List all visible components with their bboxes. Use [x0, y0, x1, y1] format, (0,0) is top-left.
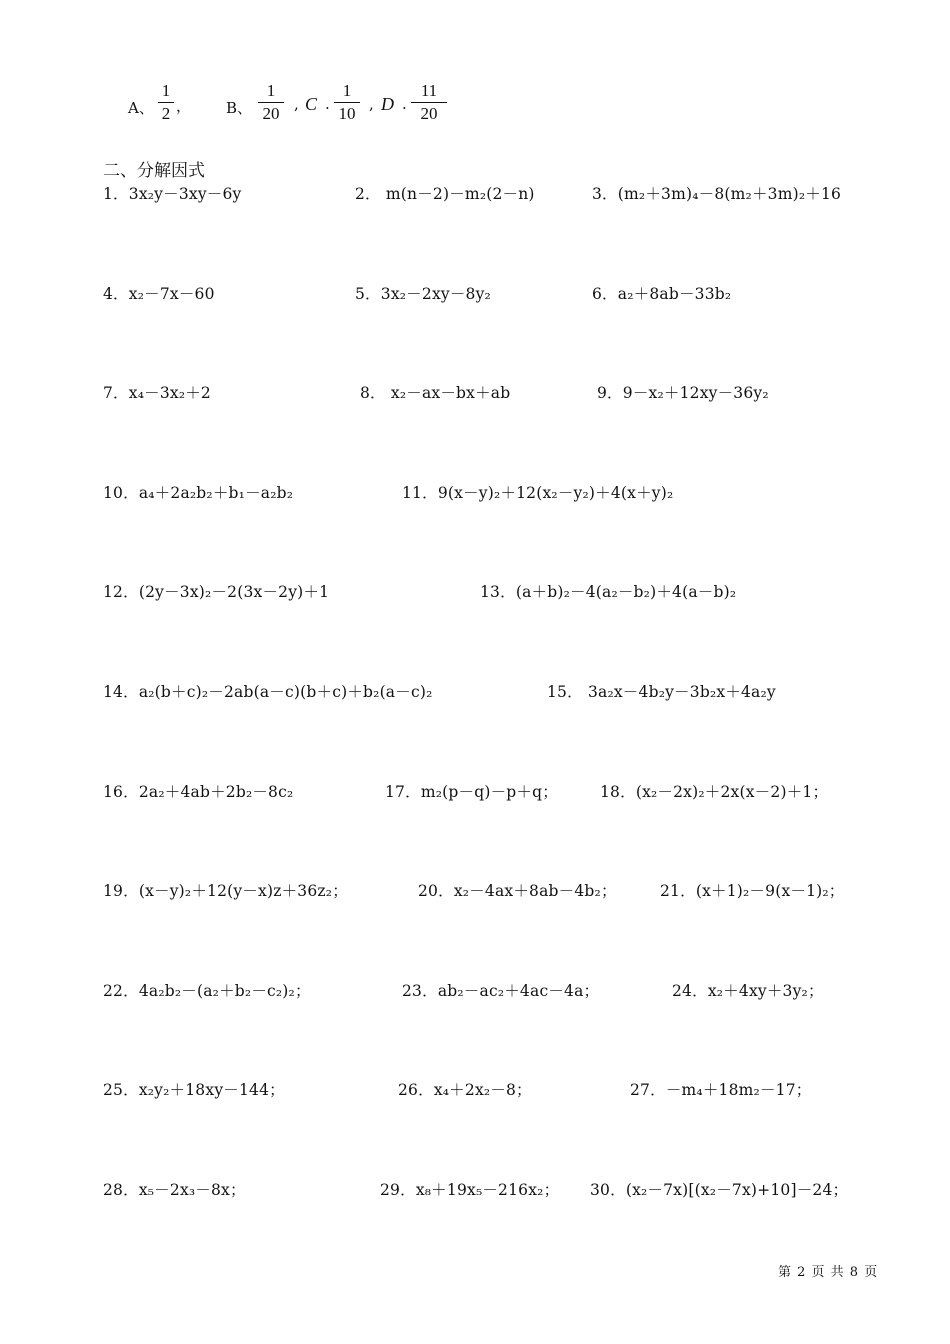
problem-21: 21．(x＋1)₂－9(x－1)₂； — [660, 882, 845, 900]
choice-a-denominator: 2 — [161, 104, 171, 123]
page-footer: 第 2 页 共 8 页 — [778, 1265, 879, 1280]
problem-24: 24．x₂＋4xy＋3y₂； — [672, 982, 824, 1000]
problem-13: 13．(a＋b)₂－4(a₂－b₂)＋4(a－b)₂ — [480, 583, 737, 601]
choice-a-separator: ， — [176, 97, 192, 115]
problem-30: 30．(x₂－7x)[(x₂－7x)+10]－24； — [590, 1181, 849, 1199]
problem-3: 3．(m₂＋3m)₄－8(m₂＋3m)₂＋16 — [592, 185, 842, 203]
choice-d-dot: . — [402, 95, 407, 113]
choice-b-fraction — [257, 80, 285, 125]
problem-28: 28．x₅－2x₃－8x； — [103, 1181, 246, 1199]
problem-29: 29．x₈＋19x₅－216x₂； — [380, 1181, 560, 1199]
problem-10: 10．a₄＋2a₂b₂＋b₁－a₂b₂ — [103, 484, 294, 502]
problem-14: 14．a₂(b＋c)₂－2ab(a－c)(b＋c)＋b₂(a－c)₂ — [103, 683, 433, 701]
choice-a-numerator: 1 — [161, 81, 171, 100]
problem-15: 15． 3a₂x－4b₂y－3b₂x＋4a₂y — [547, 683, 776, 701]
choice-b-separator: , — [294, 95, 299, 113]
choice-c-separator: , — [369, 95, 374, 113]
problem-4: 4．x₂－7x－60 — [103, 285, 215, 303]
choice-c-fraction — [333, 80, 361, 125]
problem-2: 2． m(n－2)－m₂(2－n) — [355, 185, 535, 203]
problem-1: 1．3x₂y－3xy－6y — [103, 185, 242, 203]
problem-23: 23．ab₂－ac₂＋4ac－4a； — [402, 982, 600, 1000]
problem-5: 5．3x₂－2xy－8y₂ — [355, 285, 491, 303]
problem-16: 16．2a₂＋4ab＋2b₂－8c₂ — [103, 783, 294, 801]
problem-9: 9．9－x₂＋12xy－36y₂ — [597, 384, 769, 402]
choice-c-denominator: 10 — [338, 104, 356, 123]
choice-c-label: C — [305, 94, 318, 114]
choice-d-fraction — [410, 80, 448, 125]
problem-6: 6．a₂＋8ab－33b₂ — [592, 285, 732, 303]
problem-22: 22．4a₂b₂－(a₂＋b₂－c₂)₂； — [103, 982, 311, 1000]
problem-18: 18．(x₂－2x)₂＋2x(x－2)＋1； — [600, 783, 829, 801]
problem-20: 20．x₂－4ax＋8ab－4b₂； — [418, 882, 617, 900]
choice-d-denominator: 20 — [420, 104, 438, 123]
problem-12: 12．(2y－3x)₂－2(3x－2y)＋1 — [103, 583, 330, 601]
choice-a-fraction — [155, 80, 177, 125]
problem-11: 11．9(x－y)₂＋12(x₂－y₂)＋4(x＋y)₂ — [402, 484, 674, 502]
problem-8: 8． x₂－ax－bx＋ab — [360, 384, 511, 402]
choice-c-numerator: 1 — [342, 81, 352, 100]
problem-19: 19．(x－y)₂＋12(y－x)z＋36z₂； — [103, 882, 348, 900]
problem-27: 27．－m₄＋18m₂－17； — [630, 1081, 812, 1099]
choice-b-denominator: 20 — [262, 104, 280, 123]
problem-26: 26．x₄＋2x₂－8； — [398, 1081, 532, 1099]
choice-d-numerator: 11 — [420, 81, 438, 100]
choice-b-label: B、 — [226, 99, 253, 117]
choice-c-dot: . — [325, 95, 330, 113]
problem-17: 17．m₂(p－q)－p＋q； — [385, 783, 558, 801]
choice-a-label: A、 — [128, 99, 154, 117]
problem-25: 25．x₂y₂＋18xy－144； — [103, 1081, 285, 1099]
choice-b-numerator: 1 — [266, 81, 276, 100]
problem-7: 7．x₄－3x₂＋2 — [103, 384, 211, 402]
choice-d-label: D — [381, 94, 394, 114]
section-title: 二、分解因式 — [103, 161, 205, 181]
